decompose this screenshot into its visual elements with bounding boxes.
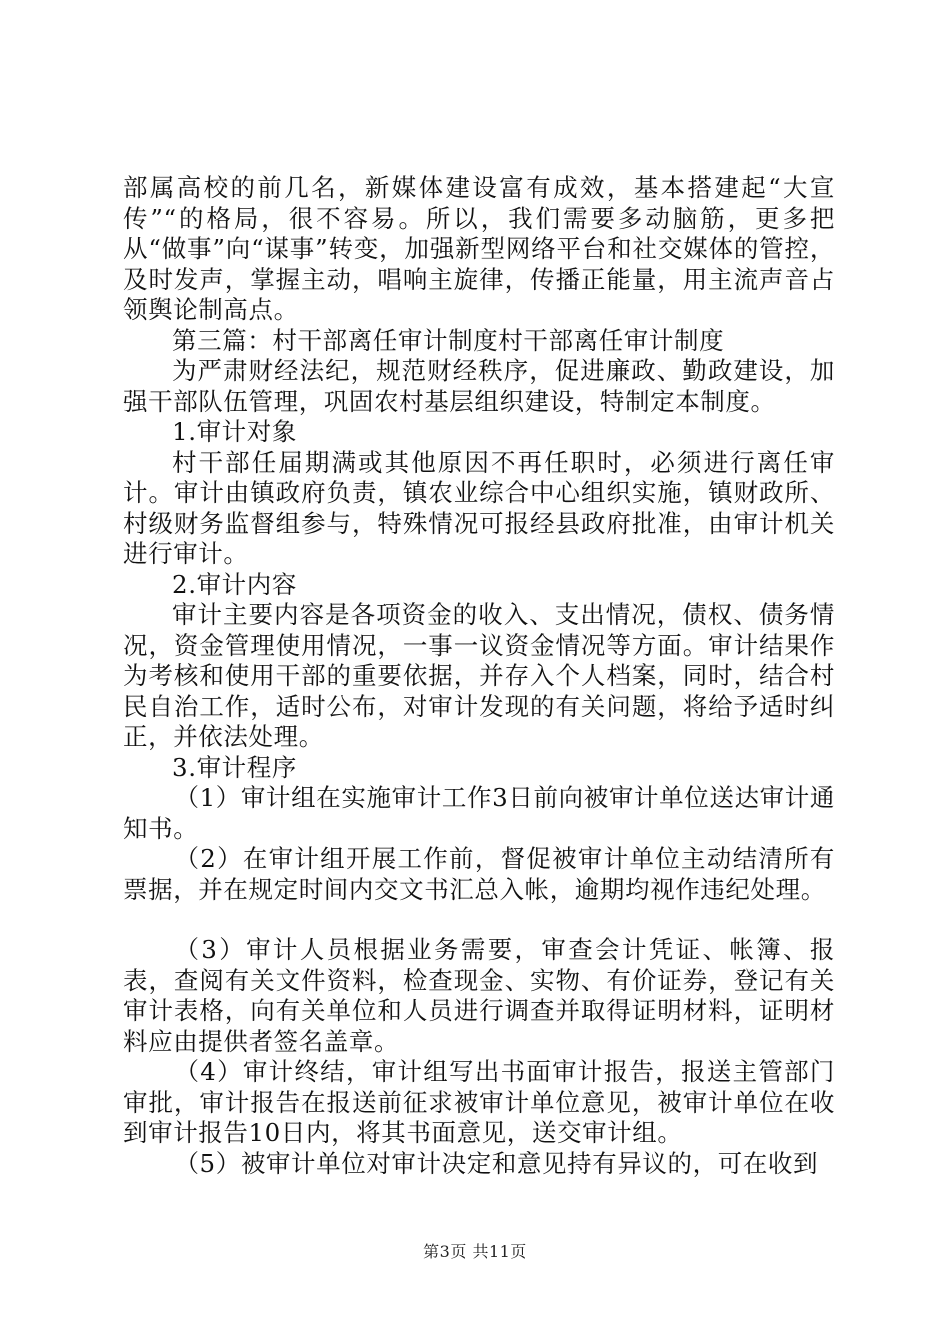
procedure-item-3: （3）审计人员根据业务需要，审查会计凭证、帐簿、报表，查阅有关文件资料，检查现金、实物、有价证券，登记有关审计表格，向有关单位和人员进行调查并取得证明材料，证明材料应由提供者签名盖章。 xyxy=(123,935,835,1056)
heading-audit-content: 2.审计内容 xyxy=(172,569,297,599)
paragraph-intro-continuation: 部属高校的前几名，新媒体建设富有成效，基本搭建起“大宣传”“的格局，很不容易。所以，我们需要多动脑筋，更多把从“做事”向“谋事”转变，加强新型网络平台和社交媒体的管控，及时发声，掌握主动，唱响主旋律，传播正能量，用主流声音占领舆论制高点。 xyxy=(123,173,835,324)
paragraph-purpose: 为严肃财经法纪，规范财经秩序，促进廉政、勤政建设，加强干部队伍管理，巩固农村基层组织建设，特制定本制度。 xyxy=(123,356,835,416)
heading-audit-target: 1.审计对象 xyxy=(172,417,297,446)
procedure-item-1: （1）审计组在实施审计工作3日前向被审计单位送达审计通知书。 xyxy=(123,783,835,843)
procedure-item-4: （4）审计终结，审计组写出书面审计报告，报送主管部门审批，审计报告在报送前征求被审计单位意见，被审计单位在收到审计报告10日内，将其书面意见，送交审计组。 xyxy=(123,1057,835,1147)
page-number-footer: 第3页 共11页 xyxy=(423,1242,527,1261)
procedure-item-2: （2）在审计组开展工作前，督促被审计单位主动结清所有票据，并在规定时间内交文书汇总入帐，逾期均视作违纪处理。 xyxy=(123,844,835,904)
paragraph-audit-target: 村干部任届期满或其他原因不再任职时，必须进行离任审计。审计由镇政府负责，镇农业综合中心组织实施，镇财政所、村级财务监督组参与，特殊情况可报经县政府批准，由审计机关进行审计。 xyxy=(123,447,835,568)
procedure-item-5: （5）被审计单位对审计决定和意见持有异议的，可在收到 xyxy=(174,1148,819,1178)
paragraph-spacer xyxy=(123,905,835,935)
section-heading-part-three: 第三篇：村干部离任审计制度村干部离任审计制度 xyxy=(172,325,725,355)
paragraph-audit-content: 审计主要内容是各项资金的收入、支出情况，债权、债务情况，资金管理使用情况，一事一议资金情况等方面。审计结果作为考核和使用干部的重要依据，并存入个人档案，同时，结合村民自治工作，适时公布，对审计发现的有关问题，将给予适时纠正，并依法处理。 xyxy=(123,600,835,751)
document-body xyxy=(123,173,835,1179)
heading-audit-procedure: 3.审计程序 xyxy=(172,752,297,782)
